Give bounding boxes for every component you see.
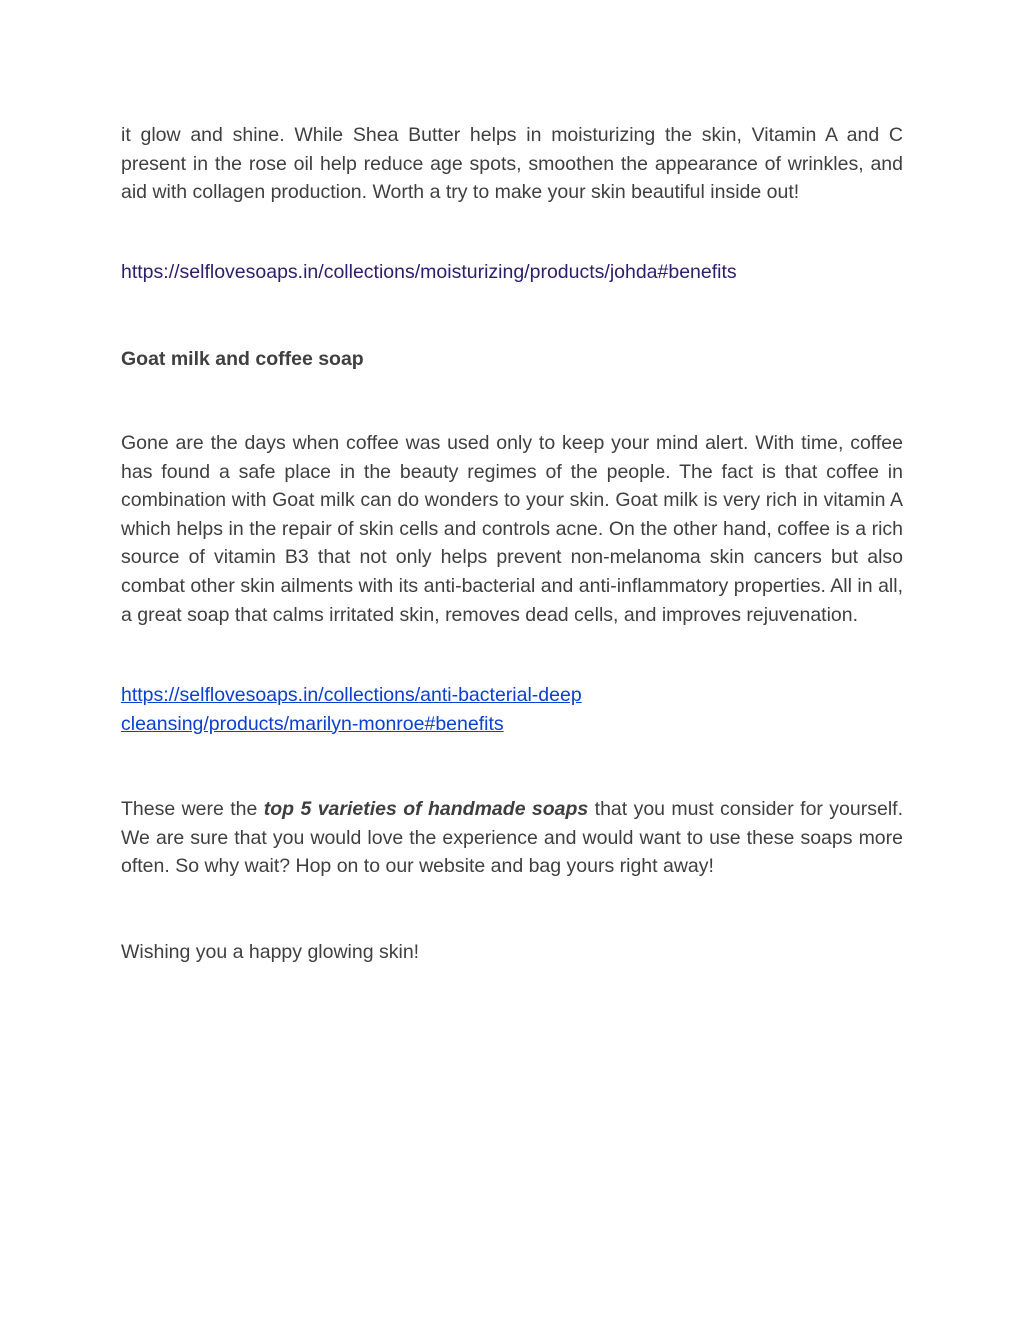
paragraph-goat-milk-coffee: Gone are the days when coffee was used only to keep your mind alert. With time, coffee has found a safe place in the beauty regimes of the people. The fact is that coffee in combination with Goat milk can do wonders to your skin. Goat milk is very rich in vitamin A which helps in the repair of skin cells and controls acne. On the other hand, coffee is a rich source of vitamin B3 that not only helps prevent non-melanoma skin cancers but also combat other skin ailments with its anti-bacterial and anti-inflammatory properties. All in all, a great soap that calms irritated skin, removes dead cells, and improves rejuvenation. (121, 432, 903, 626)
conclusion-emphasis: top 5 varieties of handmade soaps (263, 798, 589, 820)
marilyn-monroe-product-link[interactable] (121, 684, 582, 735)
link-2-line-1: https://selflovesoaps.in/collections/anti-bacterial-deep (121, 684, 582, 706)
section-heading: Goat milk and coffee soap (121, 348, 364, 370)
conclusion-text-before: These were the (121, 798, 264, 820)
link-line-1 (121, 258, 903, 287)
closing-line: Wishing you a happy glowing skin! (121, 941, 420, 963)
link-2-line-2: cleansing/products/marilyn-monroe#benefits (121, 712, 504, 735)
link-line-2 (121, 681, 903, 738)
paragraph-conclusion (121, 795, 903, 881)
conclusion-text-after: that you must consider for yourself. We are sure that you would love the experience and would want to use these soaps more often. So why wait? Hop on to our website and bag yours right away! (121, 798, 903, 878)
johda-product-link[interactable]: https://selflovesoaps.in/collections/moisturizing/products/johda#benefits (121, 261, 737, 283)
paragraph-intro: it glow and shine. While Shea Butter helps in moisturizing the skin, Vitamin A and C present in the rose oil help reduce age spots, smoothen the appearance of wrinkles, and aid with collagen production. Worth a try to make your skin beautiful inside out! (121, 124, 903, 204)
